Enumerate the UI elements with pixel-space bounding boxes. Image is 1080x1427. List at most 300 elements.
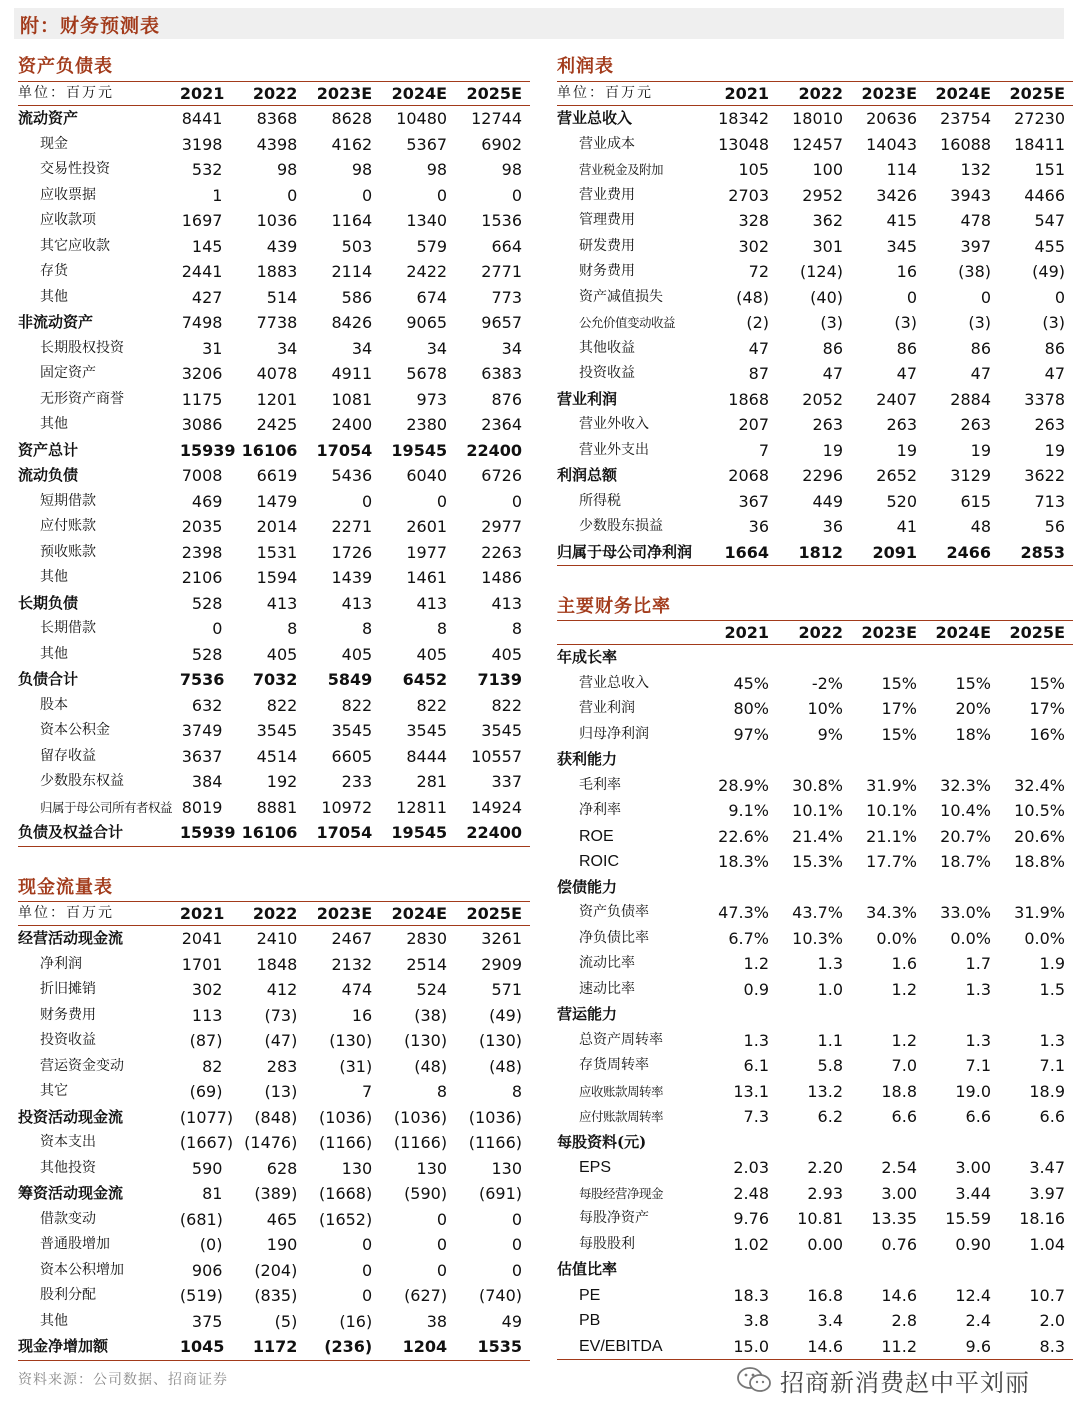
- cell-value: (3): [968, 313, 991, 332]
- row-label: 营业费用: [579, 186, 635, 203]
- cell-value: 7.1: [965, 1056, 991, 1075]
- cell-value: 8: [511, 1082, 522, 1101]
- row-label: 资本公积金: [40, 722, 110, 738]
- row-label: 估值比率: [557, 1260, 618, 1278]
- cell-value: [777, 1002, 851, 1028]
- row-label: 归属于母公司净利润: [557, 540, 707, 566]
- cell-value: 15.59: [945, 1209, 991, 1228]
- cell-value: (848): [254, 1107, 298, 1127]
- cell-value: 6.7%: [728, 928, 769, 948]
- cell-value: (835): [254, 1286, 298, 1305]
- cell-value: 17.7%: [866, 852, 917, 871]
- row-label: 负债合计: [18, 670, 79, 688]
- year-header: 2021: [180, 902, 231, 926]
- row-label: 营运资金变动: [40, 1057, 124, 1074]
- cell-value: 10972: [321, 797, 373, 817]
- table-row: [557, 1002, 1073, 1028]
- row-label: 营运能力: [557, 1005, 618, 1023]
- table-row: [557, 1206, 1073, 1232]
- cell-value: 469: [191, 491, 223, 511]
- cell-value: (73): [264, 1005, 298, 1025]
- cell-value: 1201: [256, 389, 298, 409]
- cell-value: 1536: [481, 211, 522, 230]
- table-row: [18, 361, 530, 387]
- cell-value: 31.9%: [1014, 903, 1065, 922]
- cell-value: 2132: [331, 954, 373, 974]
- cell-value: 18.8: [881, 1081, 917, 1101]
- cell-value: 19: [1044, 440, 1065, 460]
- table-row: [557, 875, 1073, 901]
- cell-value: 1.02: [733, 1234, 769, 1254]
- cell-value: 6.6: [891, 1107, 917, 1126]
- row-label: PE: [579, 1286, 601, 1304]
- cell-value: [925, 875, 999, 901]
- year-header: 2023E: [305, 902, 380, 926]
- cell-value: 20%: [955, 699, 991, 718]
- row-label: 其它应收款: [40, 237, 110, 254]
- watermark: [736, 1363, 1030, 1397]
- cell-value: 4398: [256, 134, 298, 154]
- cell-value: 2263: [481, 542, 522, 562]
- table-row: [18, 1283, 530, 1309]
- cell-value: 1697: [181, 211, 223, 230]
- row-label: 长期负债: [18, 593, 79, 612]
- year-header: 2022: [777, 621, 851, 645]
- table-row: [557, 696, 1073, 722]
- cell-value: 6902: [481, 134, 522, 154]
- row-label: 应收款项: [40, 212, 96, 228]
- year-header: 2024E: [380, 902, 455, 926]
- cell-value: 18.3: [733, 1285, 769, 1305]
- cell-value: 405: [416, 644, 448, 664]
- unit-label: 单位：百万元: [18, 82, 180, 106]
- table-row: [557, 747, 1073, 773]
- row-label: 营业总收入: [579, 674, 649, 691]
- cell-value: 413: [416, 593, 448, 613]
- cell-value: 13.35: [871, 1209, 917, 1228]
- row-label: 每股股利: [579, 1235, 635, 1252]
- cell-value: 13048: [718, 134, 769, 154]
- cell-value: 906: [191, 1260, 223, 1280]
- table-row: [557, 361, 1073, 387]
- table-row: [18, 616, 530, 642]
- table-header-row: [18, 902, 530, 926]
- row-label: 资产总计: [18, 440, 79, 459]
- cell-value: (38): [958, 262, 991, 281]
- cell-value: 5849: [327, 670, 373, 689]
- cell-value: 14.6: [777, 1334, 851, 1360]
- cell-value: (1166): [319, 1133, 373, 1152]
- cell-value: 80%: [733, 699, 769, 718]
- row-label: 存货: [40, 263, 68, 279]
- row-label: 预收账款: [40, 543, 96, 560]
- cell-value: 98: [501, 160, 522, 179]
- cell-value: 16%: [1029, 724, 1065, 744]
- row-label: 其他: [40, 416, 68, 432]
- cell-value: 48: [970, 517, 991, 536]
- cell-value: 628: [266, 1158, 298, 1178]
- table-row: [18, 387, 530, 413]
- cell-value: (236): [305, 1334, 380, 1360]
- row-label: 净利率: [579, 802, 621, 818]
- cell-value: 822: [341, 695, 373, 715]
- table-row: [557, 412, 1073, 438]
- row-label: 现金: [40, 135, 68, 152]
- row-label: 营业总收入: [557, 109, 633, 127]
- cell-value: 47: [748, 338, 769, 358]
- cell-value: 190: [266, 1235, 298, 1254]
- row-label: 总资产周转率: [579, 1031, 663, 1048]
- cell-value: (3): [1042, 313, 1065, 332]
- cell-value: (3): [894, 313, 917, 332]
- row-label: 净负债比率: [579, 929, 649, 946]
- cell-value: 15%: [955, 673, 991, 693]
- cell-value: 130: [341, 1158, 373, 1178]
- year-header: 2024E: [925, 621, 999, 645]
- cell-value: 2952: [802, 185, 843, 205]
- cell-value: 281: [416, 772, 448, 791]
- table-row: [18, 132, 530, 158]
- cell-value: 12457: [792, 134, 843, 154]
- cell-value: [925, 1257, 999, 1283]
- table-row: [18, 412, 530, 438]
- table-row: [18, 718, 530, 744]
- year-header: 2025E: [455, 902, 530, 926]
- cell-value: [999, 645, 1073, 671]
- table-row: [557, 1257, 1073, 1283]
- cell-value: 12744: [471, 109, 522, 128]
- year-header: 2023E: [851, 621, 925, 645]
- cell-value: 2830: [406, 929, 448, 948]
- cell-value: 82: [202, 1056, 223, 1076]
- cell-value: 3943: [950, 185, 991, 205]
- cell-value: 8: [436, 1082, 448, 1101]
- table-row: [18, 310, 530, 336]
- cell-value: 8019: [181, 797, 223, 817]
- cell-value: 14.6: [881, 1285, 917, 1305]
- row-label: 经营活动现金流: [18, 929, 124, 947]
- row-label: EPS: [579, 1159, 612, 1176]
- cell-value: 34: [426, 338, 448, 358]
- cell-value: 1: [212, 185, 223, 205]
- cell-value: 367: [738, 491, 769, 511]
- cell-value: 449: [812, 491, 843, 511]
- cell-value: 3637: [181, 746, 223, 766]
- cell-value: 0: [511, 1260, 522, 1280]
- cell-value: (740): [478, 1286, 522, 1305]
- table-row: [557, 900, 1073, 926]
- table-row: [18, 952, 530, 978]
- cell-value: 0.76: [881, 1234, 917, 1254]
- cell-value: [707, 747, 777, 773]
- cell-value: 17%: [1029, 699, 1065, 718]
- cell-value: 7498: [181, 313, 223, 332]
- row-label: 流动资产: [18, 109, 79, 127]
- row-label: ROIC: [579, 853, 619, 870]
- row-label: 投资收益: [40, 1032, 96, 1048]
- year-header: 2025E: [455, 82, 530, 106]
- cell-value: 0: [511, 1235, 522, 1254]
- cell-value: [999, 875, 1073, 901]
- row-label: 短期借款: [40, 492, 96, 509]
- cell-value: 2514: [406, 954, 448, 974]
- table-row: [557, 234, 1073, 260]
- table-row: [18, 977, 530, 1003]
- cell-value: 1.0: [817, 979, 843, 999]
- cell-value: 31.9%: [866, 775, 917, 795]
- cell-value: 3.97: [1029, 1183, 1065, 1203]
- table-row: [557, 1155, 1073, 1181]
- cell-value: 2271: [331, 517, 373, 536]
- table-row: [557, 1334, 1073, 1360]
- cell-value: 10.3%: [792, 928, 843, 948]
- table-row: [557, 208, 1073, 234]
- cell-value: 2068: [728, 466, 769, 485]
- table-row: [18, 591, 530, 617]
- cell-value: 20.6%: [1014, 826, 1065, 846]
- cell-value: 14924: [471, 797, 522, 817]
- cell-value: 3129: [950, 466, 991, 485]
- cell-value: 615: [960, 491, 991, 511]
- cell-value: 384: [191, 772, 223, 791]
- cell-value: 8: [436, 619, 448, 638]
- table-row: [18, 234, 530, 260]
- table-row: [557, 489, 1073, 515]
- cell-value: 5678: [406, 364, 448, 383]
- unit-label: 单位：百万元: [18, 902, 180, 926]
- cell-value: 3378: [1024, 389, 1065, 409]
- cell-value: 87: [748, 364, 769, 383]
- cell-value: 1535: [455, 1334, 530, 1360]
- cell-value: 413: [266, 593, 298, 613]
- cell-value: (1166): [393, 1133, 448, 1152]
- cell-value: 3749: [181, 721, 223, 740]
- cell-value: 1883: [256, 262, 298, 281]
- row-label: 营业利润: [557, 389, 618, 408]
- row-label: 研发费用: [579, 237, 635, 254]
- cell-value: 822: [266, 695, 298, 715]
- cell-value: 2422: [406, 262, 448, 281]
- table-row: [18, 795, 530, 821]
- cell-value: (49): [489, 1005, 522, 1025]
- cell-value: 532: [191, 160, 223, 179]
- table-row: [557, 1028, 1073, 1054]
- table-row: [18, 1003, 530, 1029]
- cell-value: 528: [191, 644, 223, 664]
- row-label: 少数股东权益: [40, 773, 124, 789]
- cell-value: [925, 645, 999, 671]
- cell-value: 10.81: [797, 1209, 843, 1228]
- cell-value: 8441: [181, 109, 223, 128]
- cell-value: 405: [266, 644, 298, 664]
- cell-value: 1.3: [1039, 1030, 1065, 1050]
- cell-value: 18.3%: [718, 852, 769, 871]
- cell-value: (48): [414, 1056, 448, 1076]
- cell-value: 16: [351, 1005, 373, 1025]
- cell-value: 3.8: [743, 1311, 769, 1330]
- cell-value: 207: [738, 415, 769, 434]
- cell-value: [707, 1130, 777, 1156]
- table-row: [18, 1207, 530, 1233]
- cell-value: 571: [491, 980, 522, 999]
- cell-value: [851, 1257, 925, 1283]
- cell-value: [707, 645, 777, 671]
- cell-value: 45%: [733, 673, 769, 693]
- table-row: [557, 132, 1073, 158]
- unit-label: [557, 621, 707, 645]
- table-row: [557, 540, 1073, 566]
- cell-value: 1594: [256, 568, 298, 587]
- row-label: 年成长率: [557, 648, 618, 666]
- table-row: [557, 951, 1073, 977]
- table-row: [18, 489, 530, 515]
- cell-value: 23754: [940, 109, 991, 128]
- table-row: [18, 1105, 530, 1131]
- cell-value: [707, 1002, 777, 1028]
- table-row: [557, 798, 1073, 824]
- cell-value: 4911: [331, 364, 373, 383]
- cell-value: 1036: [256, 211, 298, 230]
- cell-value: 6383: [481, 364, 522, 383]
- cell-value: [707, 875, 777, 901]
- cell-value: 86: [822, 338, 843, 358]
- cell-value: [777, 645, 851, 671]
- row-label: 每股净资产: [579, 1210, 649, 1226]
- table-row: [18, 693, 530, 719]
- row-label: 应收票据: [40, 186, 96, 203]
- table-row: [557, 183, 1073, 209]
- cell-value: 2.93: [807, 1183, 843, 1203]
- table-row: [557, 1130, 1073, 1156]
- cell-value: 6.6: [1039, 1107, 1065, 1126]
- cell-value: 397: [960, 236, 991, 256]
- cell-value: 2114: [331, 262, 373, 281]
- cell-value: 8426: [331, 313, 373, 332]
- cell-value: 1175: [181, 389, 223, 409]
- cell-value: 7032: [252, 670, 298, 689]
- cell-value: 0: [980, 287, 991, 307]
- year-header: 2025E: [999, 621, 1073, 645]
- cell-value: 2467: [331, 929, 373, 948]
- cell-value: 19545: [391, 440, 448, 460]
- cell-value: 0: [362, 1286, 373, 1305]
- cell-value: 192: [266, 772, 298, 791]
- cell-value: 30.8%: [792, 775, 843, 795]
- row-label: 财务费用: [579, 263, 635, 279]
- row-label: 非流动资产: [18, 313, 94, 331]
- table-row: [18, 1309, 530, 1335]
- cell-value: (48): [489, 1056, 522, 1076]
- cell-value: 19: [970, 440, 991, 460]
- cell-value: 22400: [455, 820, 530, 846]
- table-row: [18, 1028, 530, 1054]
- cell-value: 2052: [802, 389, 843, 409]
- cell-value: 0: [287, 185, 298, 205]
- cell-value: 1486: [481, 568, 522, 587]
- table-row: [18, 1334, 530, 1360]
- cell-value: 34: [501, 338, 522, 358]
- cell-value: 105: [738, 160, 769, 179]
- cell-value: 0: [511, 185, 522, 205]
- cell-value: 22.6%: [718, 826, 769, 846]
- cell-value: 17%: [881, 699, 917, 718]
- cell-value: 263: [886, 415, 917, 434]
- cell-value: [777, 1130, 851, 1156]
- table-row: [557, 977, 1073, 1003]
- cell-value: 9065: [406, 313, 448, 332]
- cell-value: 36: [748, 517, 769, 536]
- year-header: 2023E: [305, 82, 380, 106]
- cell-value: 19: [822, 440, 843, 460]
- row-label: 毛利率: [579, 776, 621, 793]
- cell-value: 3086: [181, 415, 223, 434]
- row-label: 投资活动现金流: [18, 1107, 124, 1126]
- cell-value: 1.5: [1039, 979, 1065, 999]
- cell-value: (3): [820, 313, 843, 332]
- cell-value: 713: [1034, 491, 1065, 511]
- cell-value: 1204: [380, 1334, 455, 1360]
- page-header: [14, 8, 1064, 39]
- cell-value: 6040: [406, 466, 448, 485]
- cell-value: 7536: [179, 670, 225, 689]
- cell-value: 47: [1044, 364, 1065, 383]
- cell-value: 524: [416, 980, 448, 999]
- cell-value: 547: [1034, 211, 1065, 230]
- cell-value: 362: [812, 211, 843, 230]
- cell-value: 20.7%: [940, 826, 991, 846]
- row-label: 无形资产商誉: [40, 390, 124, 407]
- table-row: [18, 208, 530, 234]
- cell-value: (0): [199, 1235, 223, 1254]
- cell-value: [777, 875, 851, 901]
- table-row: [557, 1308, 1073, 1334]
- cell-value: 32.3%: [940, 775, 991, 795]
- cell-value: (1667): [179, 1133, 234, 1152]
- cell-value: 15.3%: [792, 852, 843, 871]
- cell-value: 49: [501, 1311, 522, 1331]
- cell-value: 98: [351, 160, 373, 179]
- cell-value: 7738: [256, 313, 298, 332]
- table-row: [557, 671, 1073, 697]
- cell-value: 41: [896, 517, 917, 536]
- cell-value: (130): [404, 1031, 448, 1050]
- table-row: [557, 106, 1073, 132]
- row-label: 固定资产: [40, 365, 96, 381]
- cell-value: 47: [822, 364, 843, 383]
- cell-value: (590): [404, 1184, 448, 1203]
- table-row: [18, 1130, 530, 1156]
- row-label: 筹资活动现金流: [18, 1184, 124, 1202]
- cell-value: (627): [404, 1286, 448, 1305]
- cell-value: (691): [478, 1184, 522, 1203]
- cell-value: 12811: [396, 797, 448, 817]
- cell-value: 2884: [950, 389, 991, 409]
- table-row: [18, 106, 530, 132]
- cell-value: 1439: [331, 568, 373, 587]
- row-label: 营业成本: [579, 135, 635, 152]
- cell-value: 283: [266, 1056, 298, 1076]
- cell-value: 0: [906, 287, 917, 307]
- cell-value: 302: [738, 236, 769, 256]
- cell-value: 1461: [406, 568, 448, 587]
- cell-value: 8: [287, 619, 298, 638]
- cell-value: [707, 1257, 777, 1283]
- cell-value: 21.4%: [792, 826, 843, 846]
- cell-value: 2091: [851, 540, 925, 566]
- table-row: [18, 1054, 530, 1080]
- cell-value: 0.9: [743, 979, 769, 999]
- cell-value: 31: [202, 338, 223, 358]
